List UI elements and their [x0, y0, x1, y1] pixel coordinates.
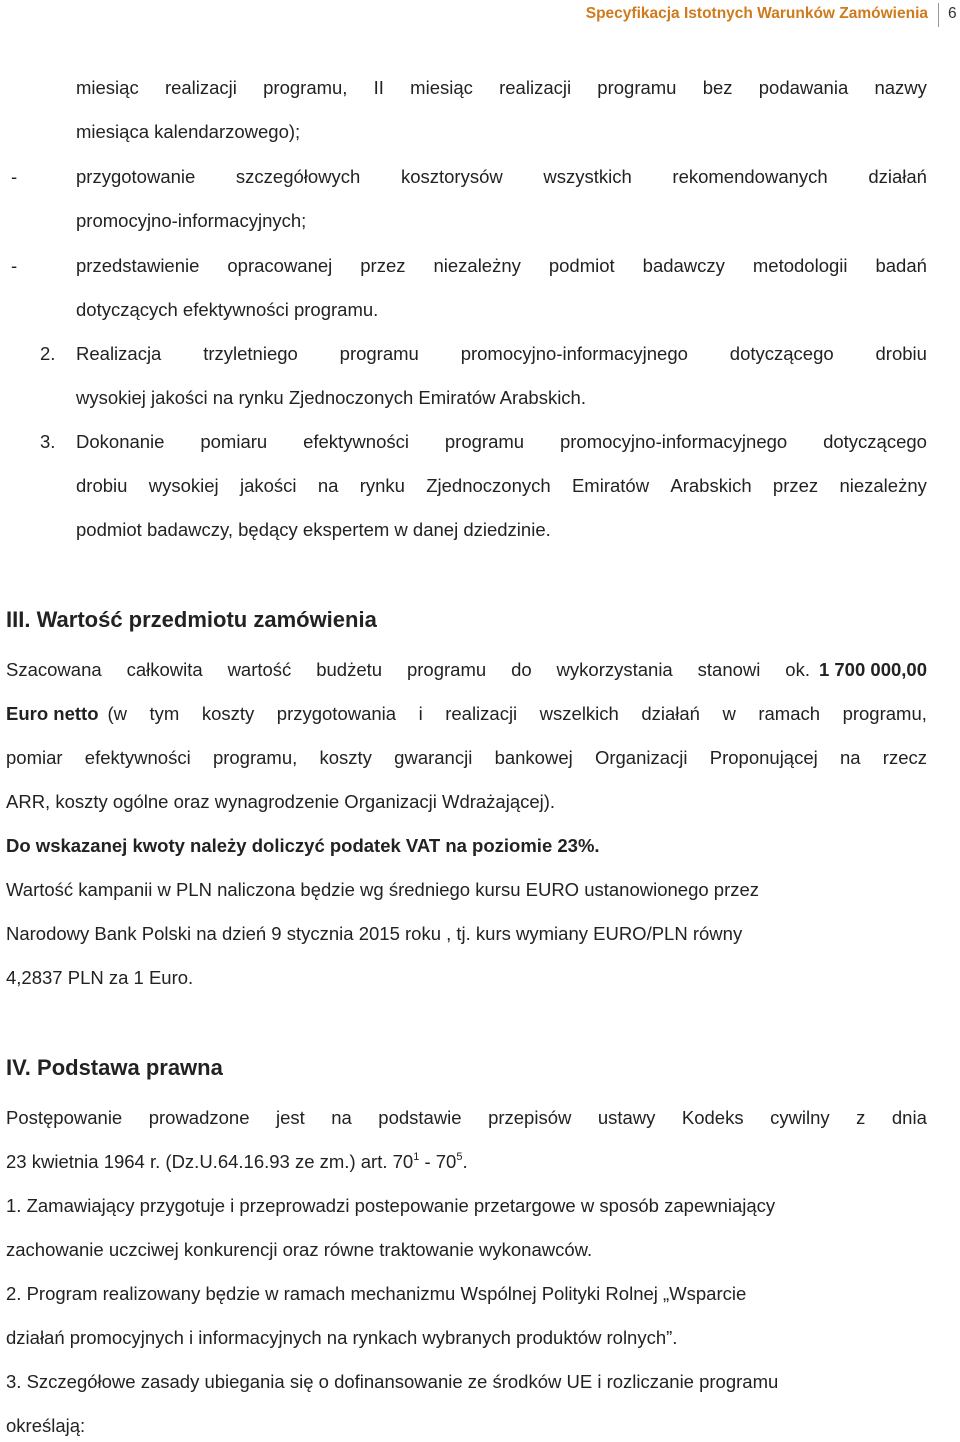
section-heading [6, 1054, 223, 1082]
list-line: 1. Zamawiający przygotuje i przeprowadzi postepowanie przetargowe w sposób zapewniający [6, 1195, 776, 1216]
list-line: Dokonanie pomiaru efektywności programu promocyjno-informacyjnego dotyczącego [76, 431, 927, 452]
list-dash: - [11, 255, 18, 276]
list-line: promocyjno-informacyjnych; [76, 210, 307, 231]
superscript: 5 [456, 1151, 463, 1163]
list-number: 3. [40, 431, 56, 452]
budget-text: (w tym koszty przygotowania i realizacji wszelkich działań w ramach programu, [107, 703, 927, 724]
vat-notice: Do wskazanej kwoty należy doliczyć podatek VAT na poziomie 23%. [6, 835, 600, 856]
budget-text: Szacowana całkowita wartość budżetu programu do wykorzystania stanowi ok. [6, 659, 810, 680]
section-number: IV. [6, 1055, 31, 1080]
list-line: miesiąc realizacji programu, II miesiąc realizacji programu bez podawania nazwy [76, 77, 927, 98]
paragraph-line: Wartość kampanii w PLN naliczona będzie wg średniego kursu EURO ustanowionego przez [6, 879, 760, 900]
paragraph-line [6, 1150, 927, 1174]
section-title: Wartość przedmiotu zamówienia [36, 607, 377, 632]
legal-basis-text: 23 kwietnia 1964 r. (Dz.U.64.16.93 ze zm.) art. 70 [6, 1151, 414, 1172]
list-line: miesiąca kalendarzowego); [76, 121, 301, 142]
list-line: Realizacja trzyletniego programu promocyjno-informacyjnego dotyczącego drobiu [76, 343, 927, 364]
paragraph-line: pomiar efektywności programu, koszty gwarancji bankowej Organizacji Proponującej na rzecz [6, 747, 927, 768]
legal-basis-text: - 70 [419, 1151, 457, 1172]
section-title: Podstawa prawna [37, 1055, 223, 1080]
list-line: dotyczących efektywności programu. [76, 299, 379, 320]
budget-amount: 1 700 000,00 [818, 659, 927, 680]
list-line: przedstawienie opracowanej przez niezależny podmiot badawczy metodologii badań [76, 255, 927, 276]
document-title: Specyfikacja Istotnych Warunków Zamówienia [585, 5, 928, 22]
paragraph-line [6, 658, 927, 682]
list-line: przygotowanie szczegółowych kosztorysów wszystkich rekomendowanych działań [76, 166, 927, 187]
header-divider [938, 3, 939, 27]
section-number: III. [6, 607, 31, 632]
list-line: podmiot badawczy, będący ekspertem w danej dziedzinie. [76, 519, 551, 540]
paragraph-line [6, 702, 927, 726]
list-line: wysokiej jakości na rynku Zjednoczonych Emiratów Arabskich. [76, 387, 586, 408]
list-line: zachowanie uczciwej konkurencji oraz równe traktowanie wykonawców. [6, 1239, 593, 1260]
list-line: drobiu wysokiej jakości na rynku Zjednoczonych Emiratów Arabskich przez niezależny [76, 475, 927, 496]
paragraph-line: ARR, koszty ogólne oraz wynagrodzenie Organizacji Wdrażającej). [6, 791, 556, 812]
page-header [0, 0, 960, 34]
list-dash: - [11, 166, 18, 187]
list-line: 2. Program realizowany będzie w ramach mechanizmu Wspólnej Polityki Rolnej „Wsparcie [6, 1283, 747, 1304]
paragraph-line: Narodowy Bank Polski na dzień 9 stycznia 2015 roku , tj. kurs wymiany EURO/PLN równy [6, 923, 743, 944]
paragraph-line: 4,2837 PLN za 1 Euro. [6, 967, 194, 988]
list-line: 3. Szczegółowe zasady ubiegania się o dofinansowanie ze środków UE i rozliczanie programu [6, 1371, 779, 1392]
list-number: 2. [40, 343, 56, 364]
budget-currency: Euro netto [6, 703, 99, 724]
list-line: działań promocyjnych i informacyjnych na rynkach wybranych produktów rolnych”. [6, 1327, 678, 1348]
section-heading [6, 606, 377, 634]
page-number: 6 [948, 5, 957, 22]
list-line: określają: [6, 1415, 86, 1436]
paragraph-line: Postępowanie prowadzone jest na podstawie przepisów ustawy Kodeks cywilny z dnia [6, 1107, 927, 1128]
legal-basis-text: . [462, 1151, 468, 1172]
superscript: 1 [413, 1151, 420, 1163]
